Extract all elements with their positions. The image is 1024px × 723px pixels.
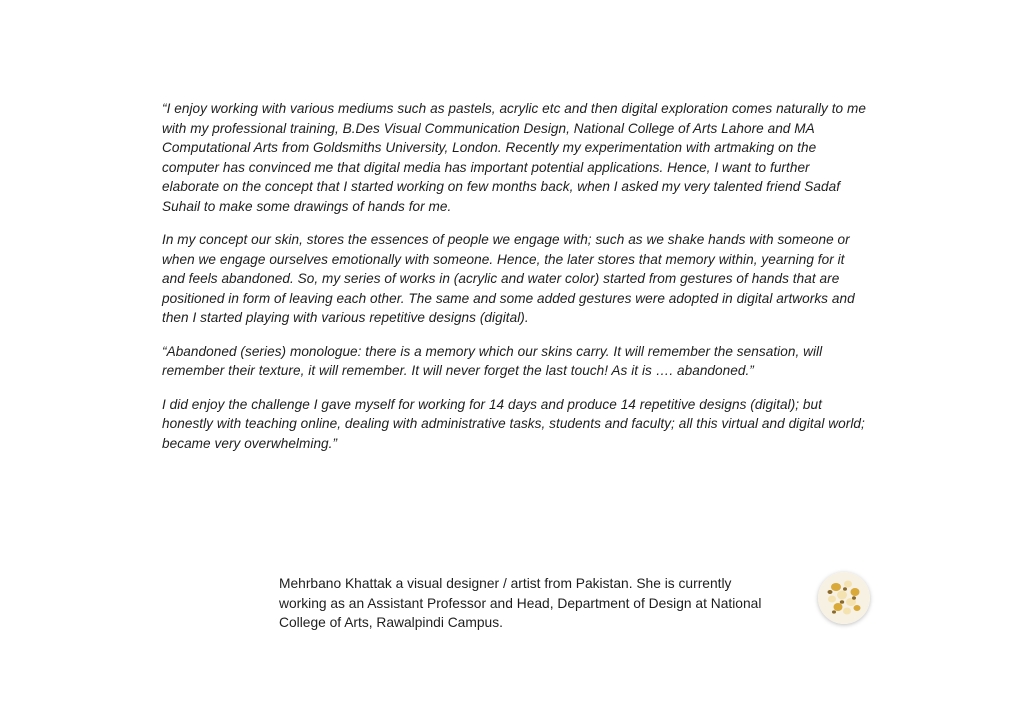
- statement-paragraph-1: “I enjoy working with various mediums such as pastels, acrylic etc and then digital exploration comes naturally to me with my professional training, B.Des Visual Communication Design, National College of Arts Lahore and MA Computational Arts from Goldsmiths University, London. Recently my experimentation with artmaking on the computer has convinced me that digital media has important potential applications. Hence, I want to further elaborate on the concept that I started working on few months back, when I asked my very talented friend Sadaf Suhail to make some drawings of hands for me.: [162, 101, 866, 214]
- statement-paragraph-2: In my concept our skin, stores the essences of people we engage with; such as we shake hands with someone or when we engage ourselves emotionally with someone. Hence, the later stores that memory within, yearning for it and feels abandoned. So, my series of works in (acrylic and water color) started from gestures of hands that are positioned in form of leaving each other. The same and some added gestures were adopted in digital artworks and then I started playing with various repetitive designs (digital).: [162, 232, 855, 325]
- artist-statement: [162, 99, 867, 467]
- statement-paragraph-3: “Abandoned (series) monologue: there is a memory which our skins carry. It will remember the sensation, will remember their texture, it will remember. It will never forget the last touch! As it is …. abandoned.”: [162, 343, 823, 378]
- avatar: [818, 572, 870, 624]
- artist-bio: Mehrbano Khattak a visual designer / artist from Pakistan. She is currently working as an Assistant Professor and Head, Department of Design at National College of Arts, Rawalpindi Campus.: [279, 576, 762, 630]
- artwork-thumbnail-icon: [818, 572, 870, 624]
- statement-paragraph-4: I did enjoy the challenge I gave myself for working for 14 days and produce 14 repetitive designs (digital); but honestly with teaching online, dealing with administrative tasks, students and faculty; all this virtual and digital world; became very overwhelming.”: [162, 396, 865, 451]
